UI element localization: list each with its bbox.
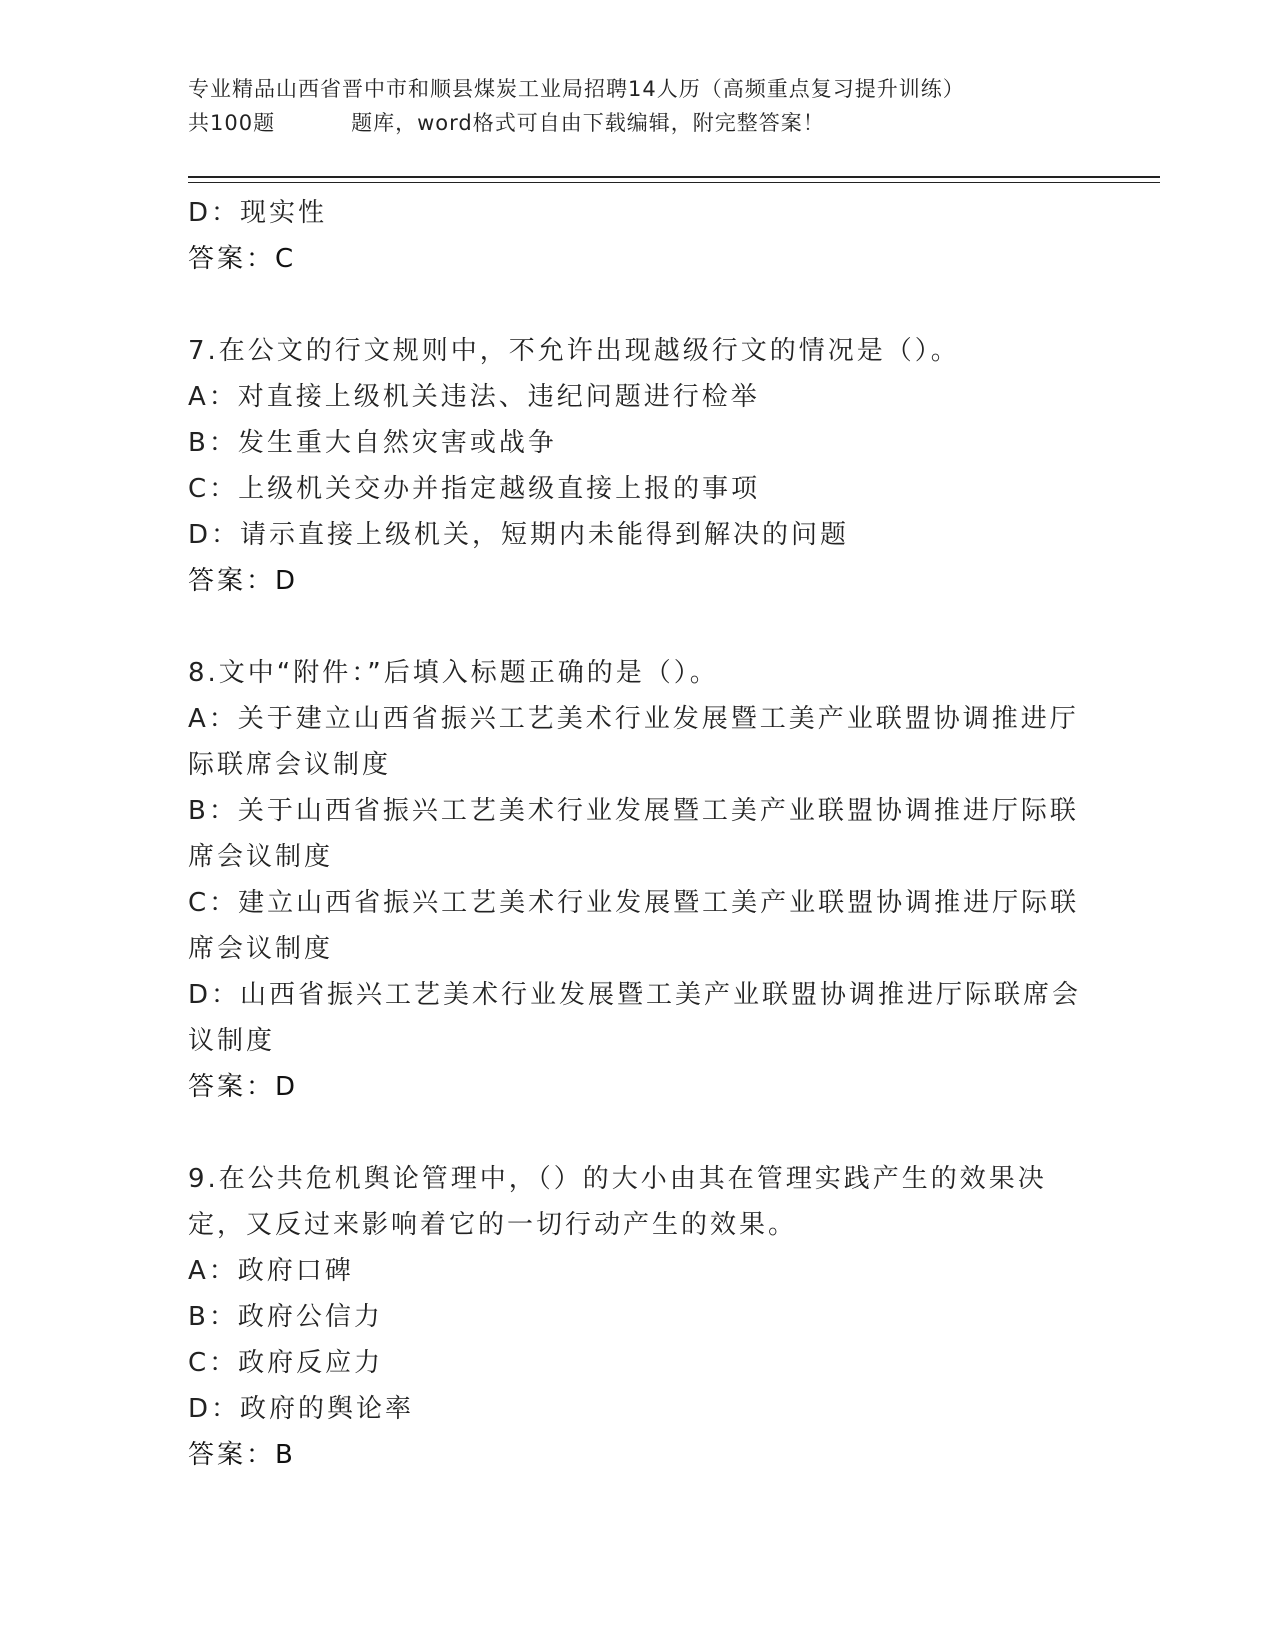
question-7-option-a: A：对直接上级机关违法、违纪问题进行检举 (188, 382, 760, 412)
question-9-answer: 答案：B (188, 1440, 296, 1470)
question-9-title: 9.在公共危机舆论管理中，（）的大小由其在管理实践产生的效果决定，又反过来影响着它的一切行动产生的效果。 (188, 1164, 1047, 1240)
question-list (188, 190, 1088, 1478)
question-9-option-c: C：政府反应力 (188, 1348, 384, 1378)
document-header (188, 72, 1088, 140)
question-8-option-c: C：建立山西省振兴工艺美术行业发展暨工美产业联盟协调推进厅际联席会议制度 (188, 888, 1080, 964)
question-7-answer: 答案：D (188, 566, 299, 596)
question-7-option-d: D：请示直接上级机关，短期内未能得到解决的问题 (188, 520, 850, 550)
header-count: 共100题 (188, 111, 276, 135)
option-d: D：现实性 (188, 198, 328, 228)
question-8-answer: 答案：D (188, 1072, 299, 1102)
header-rule-thick (188, 176, 1160, 178)
question-8-option-b: B：关于山西省振兴工艺美术行业发展暨工美产业联盟协调推进厅际联席会议制度 (188, 796, 1079, 872)
header-rule-thin (188, 182, 1160, 183)
question-8-title: 8.文中“附件：”后填入标题正确的是（）。 (188, 658, 719, 688)
header-title: 专业精品山西省晋中市和顺县煤炭工业局招聘14人历（高频重点复习提升训练） (188, 77, 965, 101)
header-subtitle (188, 106, 1088, 140)
question-8-option-a: A：关于建立山西省振兴工艺美术行业发展暨工美产业联盟协调推进厅际联席会议制度 (188, 704, 1079, 780)
question-9-option-a: A：政府口碑 (188, 1256, 354, 1286)
answer: 答案：C (188, 244, 297, 274)
question-9-option-b: B：政府公信力 (188, 1302, 383, 1332)
question-9-option-d: D：政府的舆论率 (188, 1394, 415, 1424)
question-7-option-b: B：发生重大自然灾害或战争 (188, 428, 557, 458)
question-7-option-c: C：上级机关交办并指定越级直接上报的事项 (188, 474, 761, 504)
question-8-option-d: D：山西省振兴工艺美术行业发展暨工美产业联盟协调推进厅际联席会议制度 (188, 980, 1082, 1056)
header-note: 题库，word格式可自由下载编辑，附完整答案！ (351, 111, 825, 135)
question-7-title: 7.在公文的行文规则中，不允许出现越级行文的情况是（）。 (188, 336, 960, 366)
